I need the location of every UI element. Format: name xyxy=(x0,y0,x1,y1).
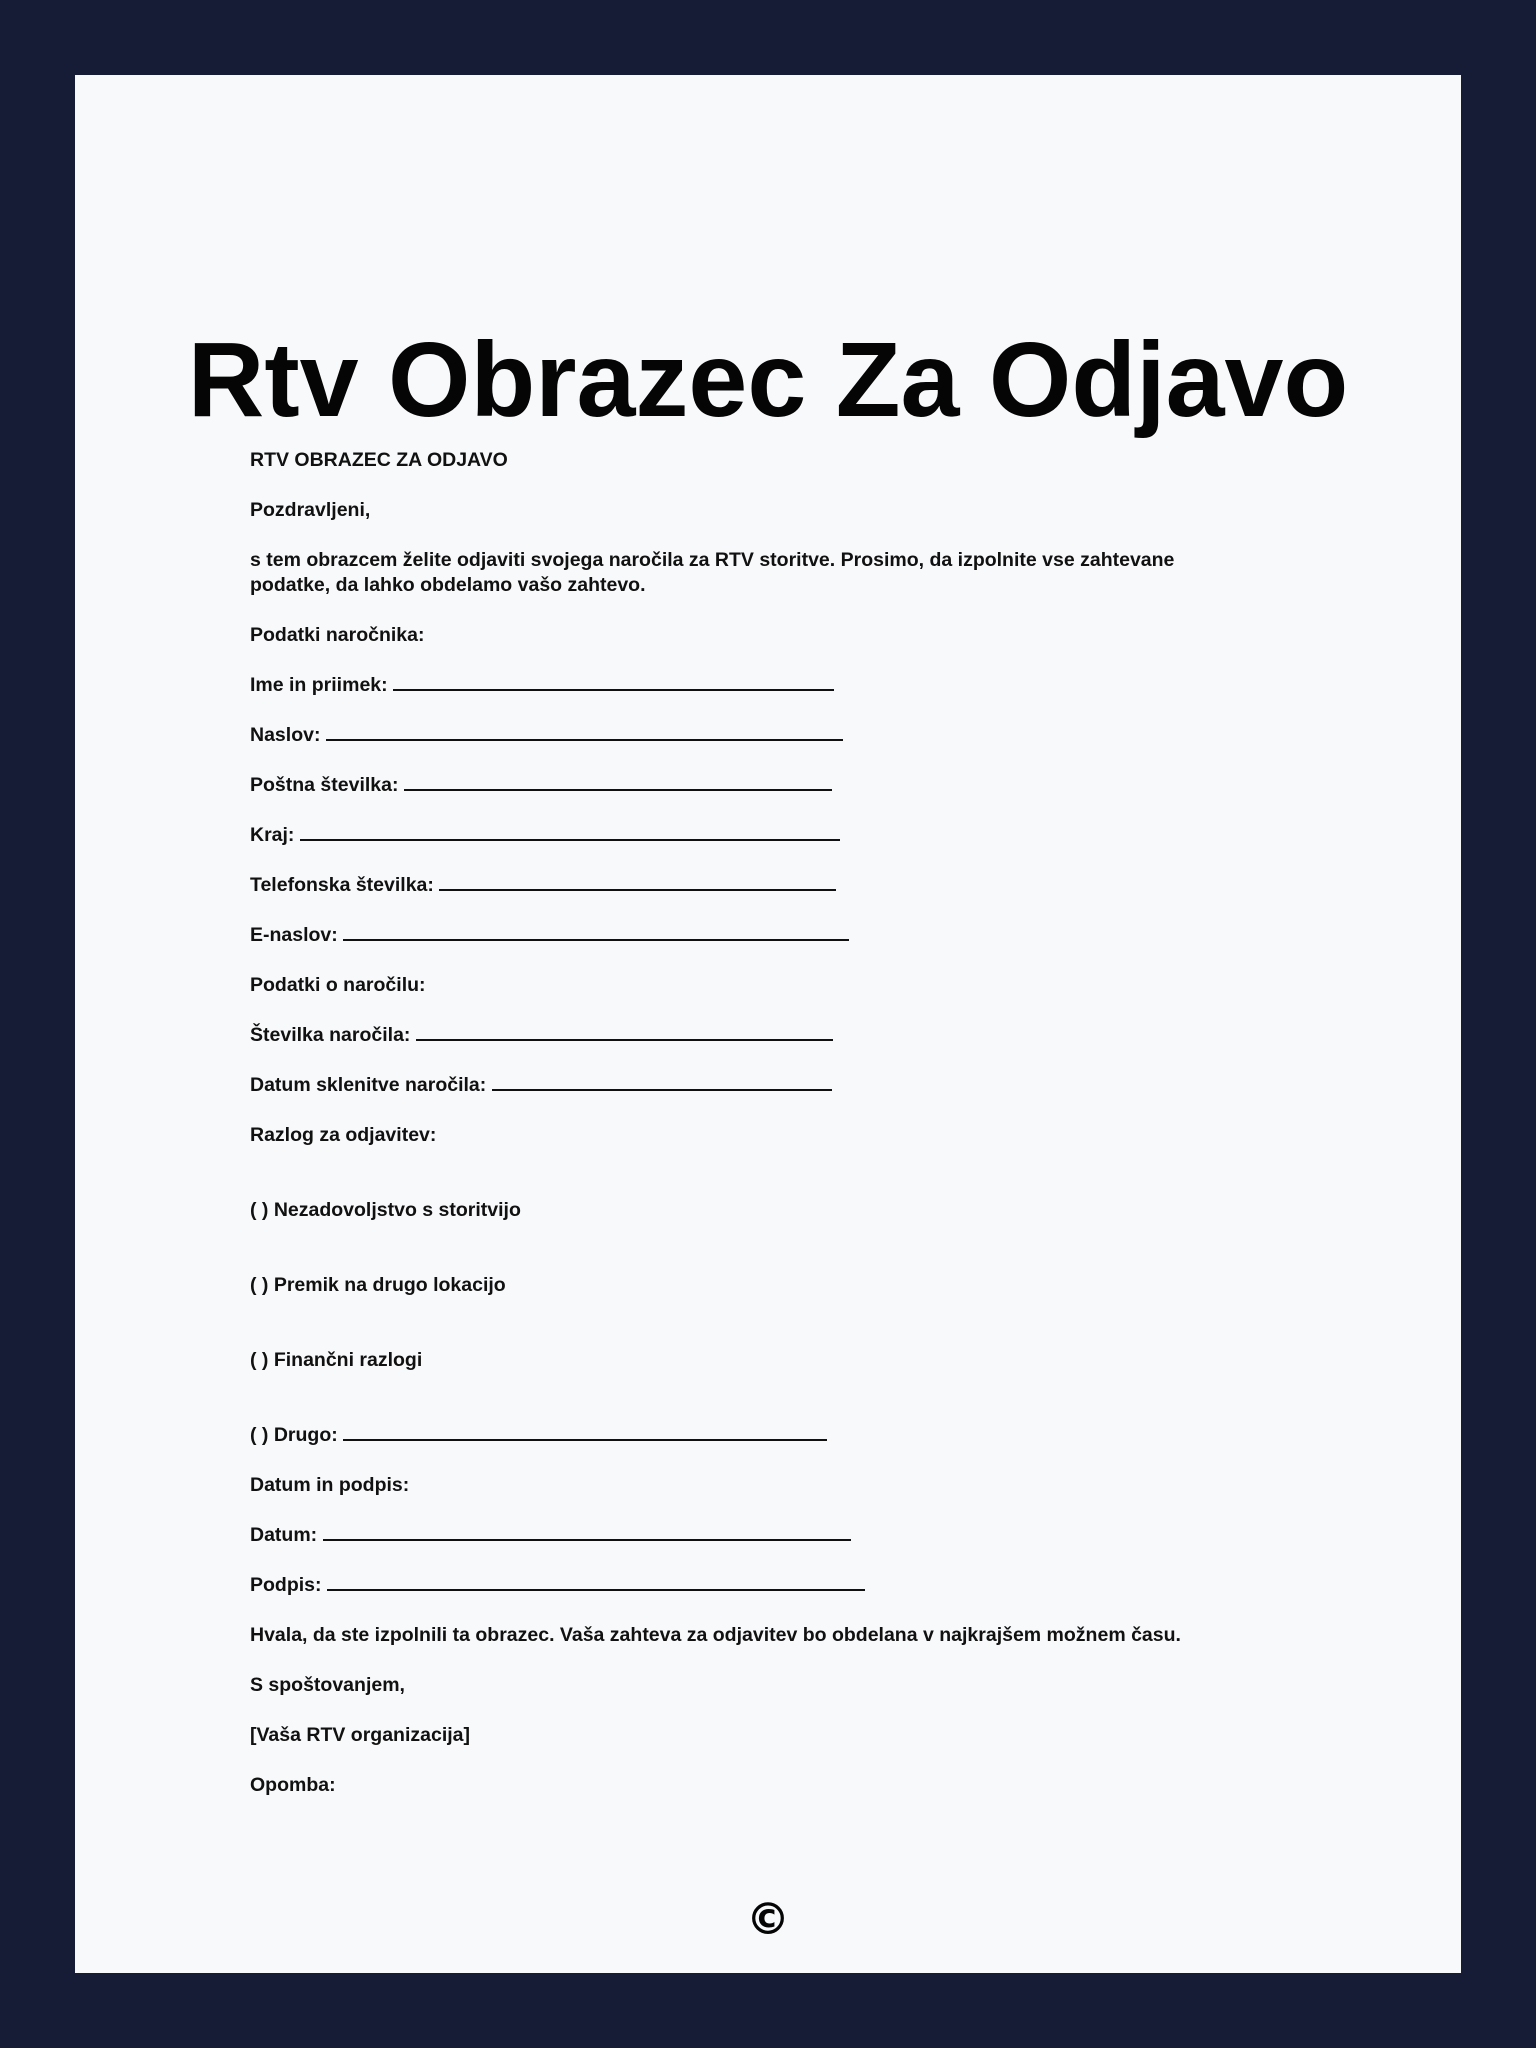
field-order-date xyxy=(250,1073,1300,1098)
field-city-label: Kraj: xyxy=(250,824,295,846)
field-email-label: E-naslov: xyxy=(250,924,338,946)
reason-other-label: ( ) Drugo: xyxy=(250,1424,338,1446)
order-section-heading: Podatki o naročilu: xyxy=(250,974,426,996)
customer-section-heading: Podatki naročnika: xyxy=(250,624,425,646)
note-label: Opomba: xyxy=(250,1774,336,1796)
document-page xyxy=(75,75,1461,1973)
thanks-text: Hvala, da ste izpolnili ta obrazec. Vaša zahteva za odjavitev bo obdelana v najkrajšem možnem času. xyxy=(250,1624,1181,1646)
field-name xyxy=(250,673,1300,698)
reason-financial[interactable]: ( ) Finančni razlogi xyxy=(250,1349,423,1371)
field-order-number-label: Številka naročila: xyxy=(250,1024,411,1046)
document-heading: RTV OBRAZEC ZA ODJAVO xyxy=(250,449,508,471)
closing-text: S spoštovanjem, xyxy=(250,1674,405,1696)
greeting: Pozdravljeni, xyxy=(250,499,371,521)
reason-other-blank[interactable] xyxy=(343,1423,827,1441)
field-address xyxy=(250,723,1300,748)
field-phone-label: Telefonska številka: xyxy=(250,874,434,896)
page-title: Rtv Obrazec Za Odjavo xyxy=(187,321,1349,439)
field-postal-code xyxy=(250,773,1300,798)
field-email xyxy=(250,923,1300,948)
field-signature xyxy=(250,1573,1300,1598)
field-order-date-blank[interactable] xyxy=(492,1073,832,1091)
field-phone-blank[interactable] xyxy=(439,873,836,891)
field-order-number-blank[interactable] xyxy=(416,1023,833,1041)
reason-relocation[interactable]: ( ) Premik na drugo lokacijo xyxy=(250,1274,506,1296)
field-signature-blank[interactable] xyxy=(327,1573,865,1591)
field-date xyxy=(250,1523,1300,1548)
reason-section-heading: Razlog za odjavitev: xyxy=(250,1124,437,1146)
intro-paragraph: s tem obrazcem želite odjaviti svojega naročila za RTV storitve. Prosimo, da izpolnite vse zahtevane podatke, da lahko obdelamo vašo zahtevo. xyxy=(250,549,1175,596)
field-date-blank[interactable] xyxy=(323,1523,851,1541)
field-order-number xyxy=(250,1023,1300,1048)
field-address-blank[interactable] xyxy=(326,723,843,741)
field-email-blank[interactable] xyxy=(343,923,849,941)
reason-other[interactable] xyxy=(250,1423,1300,1448)
document-body xyxy=(250,448,1300,1823)
field-date-label: Datum: xyxy=(250,1524,318,1546)
field-signature-label: Podpis: xyxy=(250,1574,322,1596)
copyright-icon: © xyxy=(746,1894,790,1945)
field-order-date-label: Datum sklenitve naročila: xyxy=(250,1074,487,1096)
field-name-label: Ime in priimek: xyxy=(250,674,388,696)
reason-dissatisfaction[interactable]: ( ) Nezadovoljstvo s storitvijo xyxy=(250,1199,521,1221)
signature-section-heading: Datum in podpis: xyxy=(250,1474,410,1496)
field-phone xyxy=(250,873,1300,898)
field-city-blank[interactable] xyxy=(300,823,840,841)
field-postal-code-blank[interactable] xyxy=(404,773,832,791)
field-postal-code-label: Poštna številka: xyxy=(250,774,399,796)
field-city xyxy=(250,823,1300,848)
organization-text: [Vaša RTV organizacija] xyxy=(250,1724,470,1746)
field-address-label: Naslov: xyxy=(250,724,321,746)
field-name-blank[interactable] xyxy=(393,673,834,691)
